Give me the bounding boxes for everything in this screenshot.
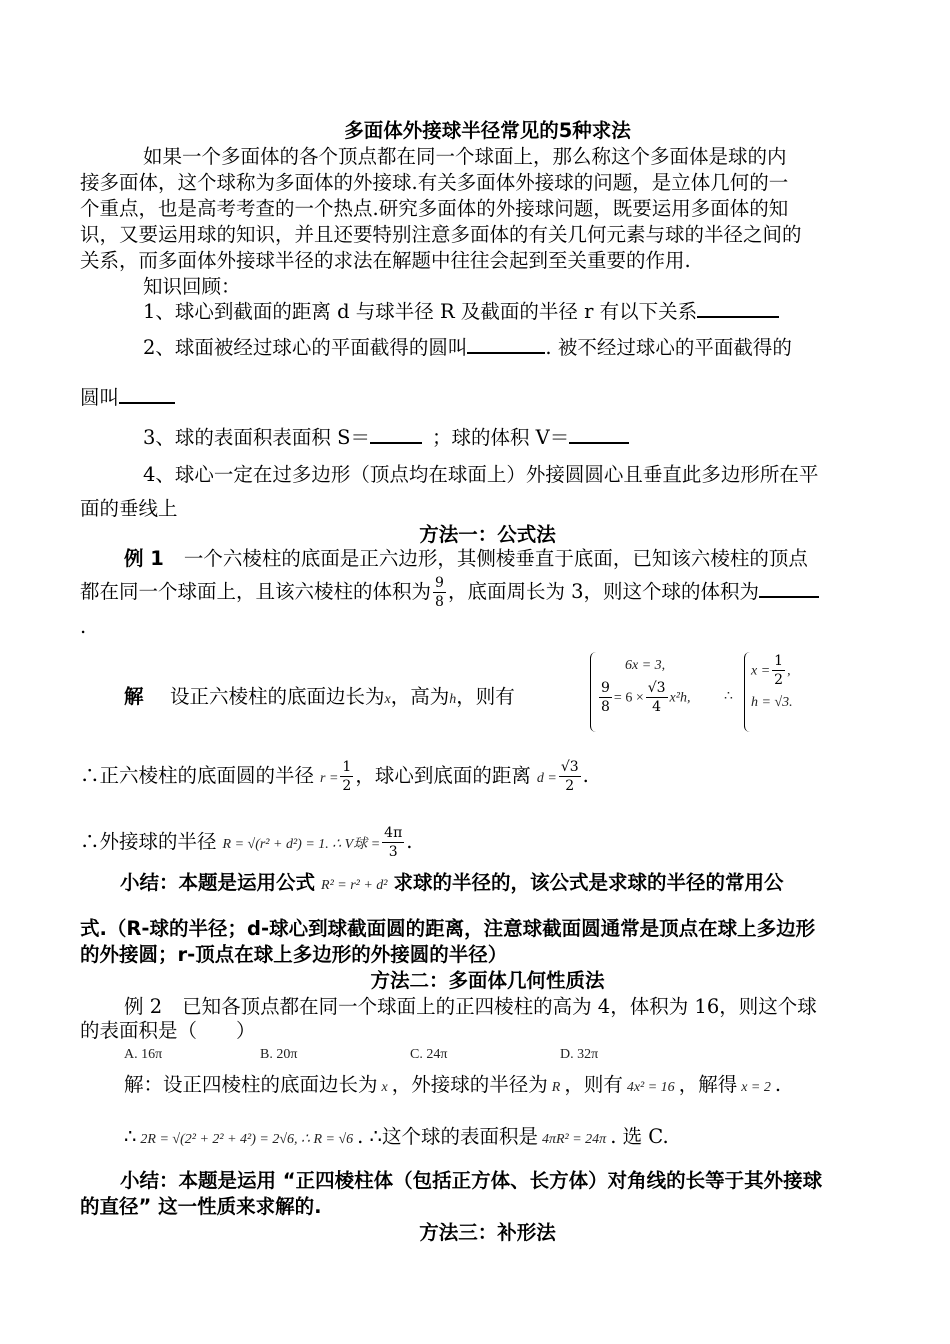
review-heading: 知识回顾：	[143, 275, 241, 298]
review-item-2-cont: 圆叫	[80, 384, 175, 411]
blank-2	[467, 334, 545, 354]
method3-heading: 方法三：补形法	[419, 1221, 556, 1244]
blank-1	[697, 298, 779, 318]
example1-line-2: 都在同一个球面上，且该六棱柱的体积为 $\frac{9}{8}$ ，底面周长为 3，则这个球的体积为	[80, 572, 819, 612]
summary1-line-3: 的外接圆；r-顶点在球上多边形的外接圆的半径）	[80, 943, 508, 966]
blank-5	[569, 424, 629, 444]
intro-line-5: 关系，而多面体外接球半径的求法在解题中往往会起到至关重要的作用.	[80, 249, 691, 272]
choice-a: A. 16π	[124, 1047, 163, 1062]
radius-line: ∴正六棱柱的底面圆的半径 r = $\frac{1}{2}$ ，球心到底面的距离 d = $\frac{√3}{2}$ .	[80, 759, 589, 794]
equation-1: 6x = 3,	[625, 658, 666, 673]
page-title: 多面体外接球半径常见的5种求法	[344, 119, 631, 142]
review-item-4-cont: 面的垂线上	[80, 497, 178, 520]
solution2-line-2: ∴ 2R = √(2² + 2² + 4²) = 2√6, ∴ R = √6 . ∴这个球的表面积是 4πR² = 24π . 选 C.	[124, 1125, 669, 1148]
intro-line-2: 接多面体，这个球称为多面体的外接球.有关多面体外接球的问题，是立体几何的一	[80, 171, 789, 194]
review-item-1: 1、球心到截面的距离 d 与球半径 R 及截面的半径 r 有以下关系	[143, 298, 779, 325]
summary2-line-2: 的直径” 这一性质来求解的.	[80, 1195, 322, 1218]
solution2-line-1: 解：设正四棱柱的底面边长为 x ，外接球的半径为 R ，则有 4x² = 16 ，解得 x = 2 .	[124, 1073, 782, 1096]
review-item-2: 2、球面被经过球心的平面截得的圆叫 . 被不经过球心的平面截得的	[143, 336, 792, 359]
equation-system	[590, 652, 690, 732]
blank-6	[759, 578, 819, 598]
result-2: h = √3.	[751, 695, 793, 710]
review-item-3: 3、球的表面积表面积 S＝ ；球的体积 V＝	[143, 424, 629, 451]
example1-dot: .	[80, 615, 87, 638]
solution1-text: 设正六棱柱的底面边长为x，高为h，则有	[170, 685, 515, 708]
summary2-line-1: 小结：本题是运用 “正四棱柱体（包括正方体、长方体）对角线的长等于其外接球	[120, 1169, 823, 1192]
result-system	[744, 652, 793, 732]
choice-d: D. 32π	[560, 1047, 599, 1062]
method1-heading: 方法一：公式法	[419, 523, 556, 546]
blank-4	[370, 424, 422, 444]
intro-line-3: 个重点，也是高考考查的一个热点.研究多面体的外接球问题，既要运用多面体的知	[80, 197, 789, 220]
intro-line-4: 识，又要运用球的知识，并且还要特别注意多面体的有关几何元素与球的半径之间的	[80, 223, 802, 246]
blank-3	[119, 384, 175, 404]
sphere-radius-line: ∴外接球的半径 R = √(r² + d²) = 1. ∴ V球 = $\frac{4\pi}{3}$ .	[80, 825, 413, 860]
result-1: x = $\frac{1}{2}$ ,	[751, 653, 791, 688]
choice-c: C. 24π	[410, 1047, 448, 1062]
summary1-line-1: 小结：本题是运用公式 R² = r² + d² 求球的半径的，该公式是求球的半径的常用公	[120, 871, 784, 894]
example1-line-1: 例 1 一个六棱柱的底面是正六边形，其侧棱垂直于底面，已知该六棱柱的顶点	[124, 547, 808, 570]
intro-line-1: 如果一个多面体的各个顶点都在同一个球面上，那么称这个多面体是球的内	[143, 145, 787, 168]
equation-2: $\frac{9}{8}$ = 6 × $\frac{√3}{4}$ x²h,	[601, 680, 691, 715]
example2-line-1: 例 2 已知各顶点都在同一个球面上的正四棱柱的高为 4，体积为 16，则这个球	[124, 995, 817, 1018]
summary1-line-2: 式.（R-球的半径；d-球心到球截面圆的距离，注意球截面圆通常是顶点在球上多边形	[80, 917, 816, 940]
review-item-4: 4、球心一定在过多边形（顶点均在球面上）外接圆圆心且垂直此多边形所在平	[143, 463, 819, 486]
method2-heading: 方法二：多面体几何性质法	[370, 969, 605, 992]
therefore-sign: ∴	[724, 689, 733, 704]
example2-line-2: 的表面积是（ ）	[80, 1019, 256, 1042]
volume-fraction: $\frac{9}{8}$	[435, 575, 444, 610]
choice-b: B. 20π	[260, 1047, 298, 1062]
